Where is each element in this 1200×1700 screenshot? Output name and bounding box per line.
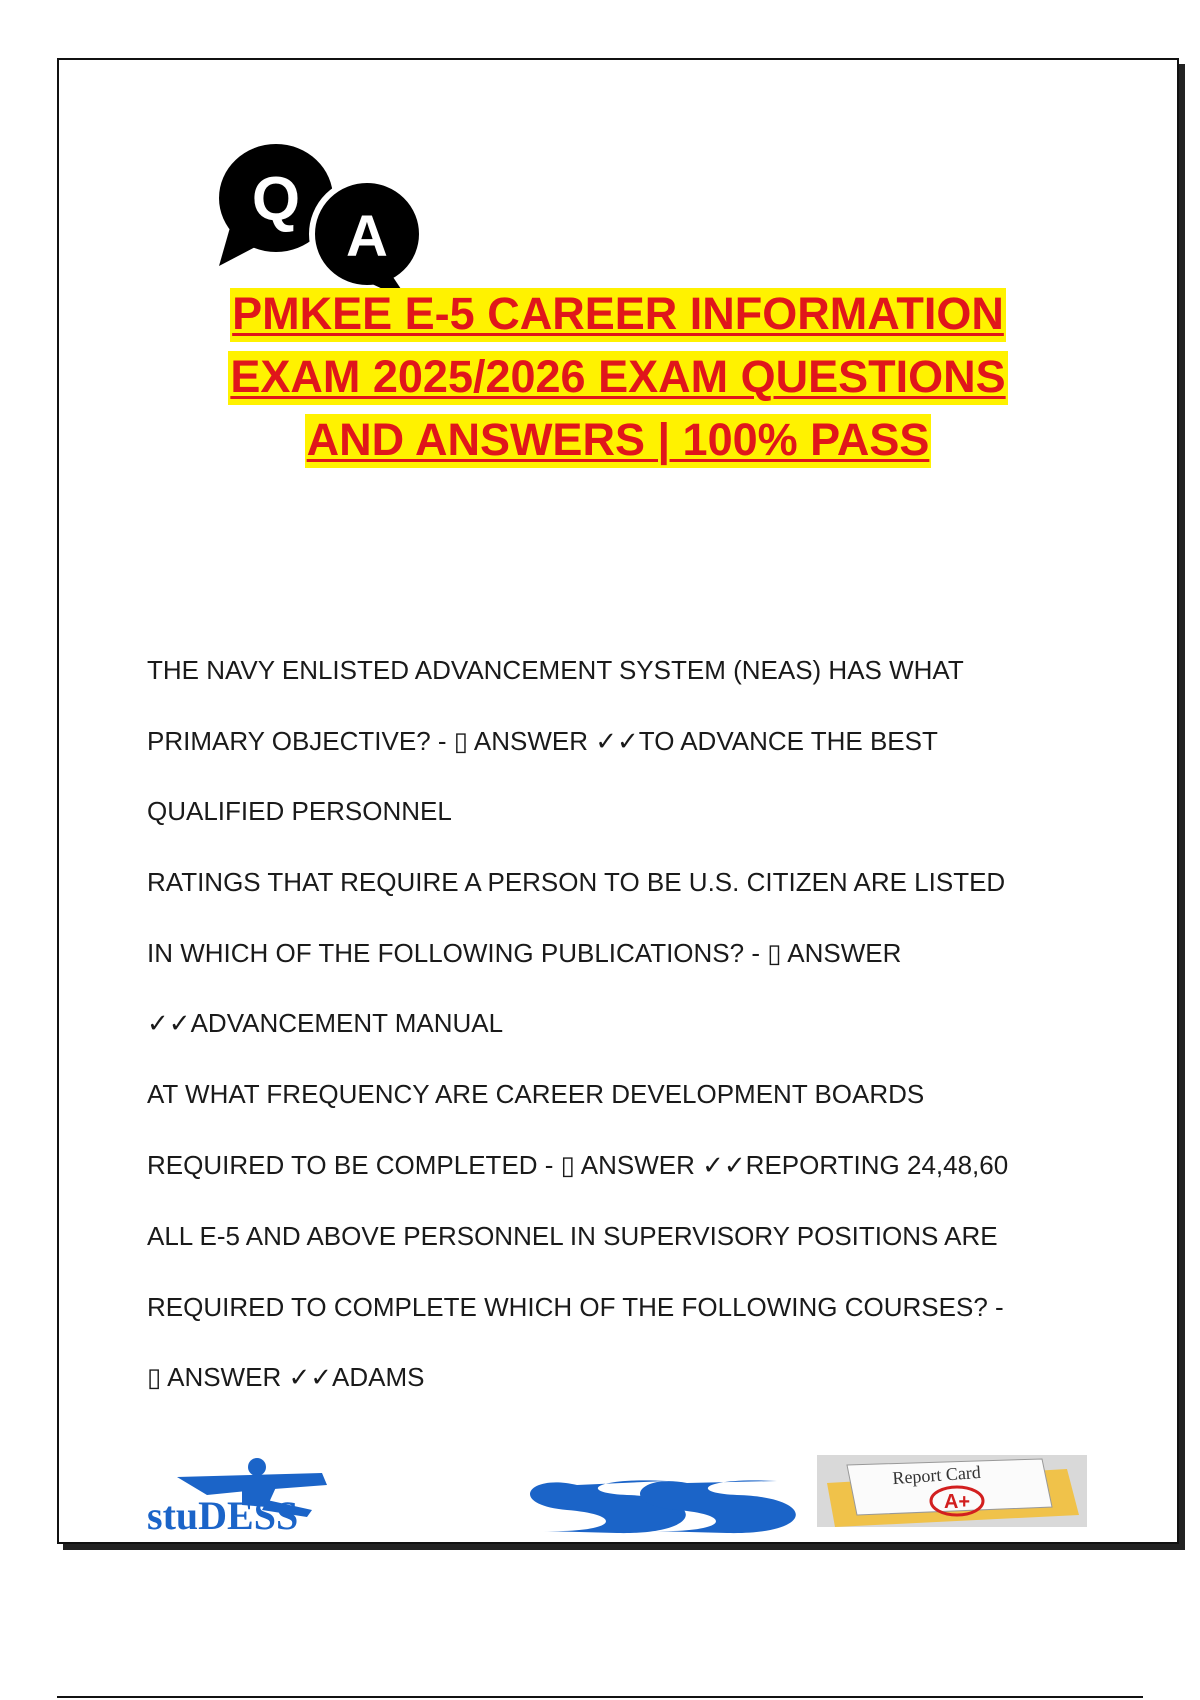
qa-list [147,648,1157,1426]
study-success-logo [147,1455,817,1535]
qa-line: ✓✓ADVANCEMENT MANUAL [147,1008,504,1038]
page-frame [57,58,1179,1544]
qa-line: PRIMARY OBJECTIVE? - ▯ ANSWER ✓✓TO ADVANCE THE BEST [147,726,938,756]
qa-item [147,1214,1157,1412]
qa-line: RATINGS THAT REQUIRE A PERSON TO BE U.S. CITIZEN ARE LISTED [147,867,1006,897]
title-line-2: EXAM 2025/2026 EXAM QUESTIONS [228,351,1007,405]
qa-item [147,860,1157,1058]
qa-line: AT WHAT FREQUENCY ARE CAREER DEVELOPMENT BOARDS [147,1079,925,1109]
bottom-divider [57,1696,1143,1698]
qa-item [147,1072,1157,1200]
qa-line: REQUIRED TO BE COMPLETED - ▯ ANSWER ✓✓REPORTING 24,48,60 [147,1150,1009,1180]
footer-images [147,1455,1097,1535]
document-title [59,288,1177,477]
q-letter: Q [251,165,301,234]
qa-line: REQUIRED TO COMPLETE WHICH OF THE FOLLOWING COURSES? - [147,1292,1004,1322]
grade-badge: A+ [943,1491,971,1513]
title-line-1: PMKEE E-5 CAREER INFORMATION [230,288,1006,342]
qa-line: IN WHICH OF THE FOLLOWING PUBLICATIONS? - ▯ ANSWER [147,938,902,968]
qa-line: ▯ ANSWER ✓✓ADAMS [147,1362,425,1392]
study-logo-text: stuDESS [147,1493,299,1535]
report-card-label: Report Card [891,1461,982,1489]
report-card-image [817,1455,1087,1527]
qa-line: ALL E-5 AND ABOVE PERSONNEL IN SUPERVISORY POSITIONS ARE [147,1221,998,1251]
a-letter: A [346,204,388,269]
qa-item [147,648,1157,846]
title-line-3: AND ANSWERS | 100% PASS [305,414,932,468]
qa-line: THE NAVY ENLISTED ADVANCEMENT SYSTEM (NEAS) HAS WHAT [147,655,964,685]
qa-line: QUALIFIED PERSONNEL [147,796,452,826]
a-speech-bubble-icon [312,180,422,301]
